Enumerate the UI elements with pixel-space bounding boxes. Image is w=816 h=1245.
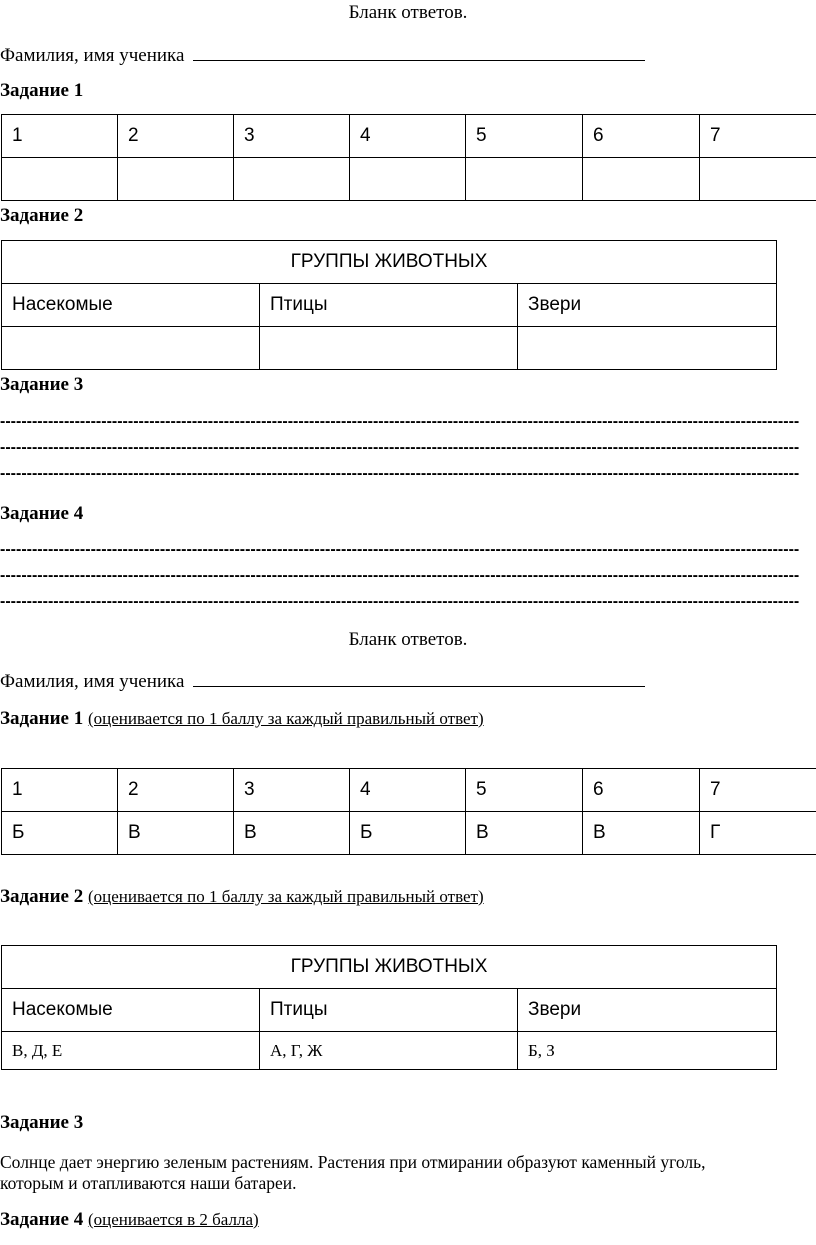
table-cell: 3 [234, 769, 350, 812]
sheet1-task4-label: Задание 4 [0, 503, 84, 524]
table-answer-row [2, 158, 816, 201]
table-header-row [2, 115, 816, 158]
answer-cell: Г [700, 812, 816, 855]
answer-cell[interactable] [234, 158, 350, 201]
sheet1-task4-line[interactable]: ------------------------------------------------------------------------------------------------------------------------------------------------------ [0, 541, 800, 558]
answer-cell: В [583, 812, 700, 855]
answer-cell[interactable] [518, 327, 777, 370]
answer-cell[interactable] [118, 158, 234, 201]
answer-cell[interactable] [466, 158, 583, 201]
sheet2-task2-table [1, 945, 777, 1070]
sheet1-name-label: Фамилия, имя ученика [0, 45, 185, 66]
sheet2-task3-label: Задание 3 [0, 1112, 84, 1133]
column-header-cell: Птицы [260, 989, 518, 1032]
column-header-cell: Звери [518, 989, 777, 1032]
sheet1-task3-line[interactable]: ------------------------------------------------------------------------------------------------------------------------------------------------------ [0, 413, 800, 430]
sheet1-task3-label: Задание 3 [0, 374, 84, 395]
sheet2-task3-text-line: которым и отапливаются наши батареи. [0, 1173, 297, 1193]
answer-cell: Б [2, 812, 118, 855]
sheet2-task1-label: Задание 1 [0, 708, 84, 729]
table-cell: 4 [350, 769, 466, 812]
sheet2-task3-text-line: Солнце дает энергию зеленым растениям. Растения при отмирании образуют каменный уголь, [0, 1152, 706, 1172]
table-cell: 6 [583, 769, 700, 812]
sheet2-title: Бланк ответов. [348, 629, 468, 650]
table-cell: 5 [466, 769, 583, 812]
answer-cell[interactable] [260, 327, 518, 370]
table-cell: 3 [234, 115, 350, 158]
answer-cell[interactable] [700, 158, 816, 201]
sheet2-task2-label: Задание 2 [0, 886, 84, 907]
table-cell: 1 [2, 115, 118, 158]
sheet2-name-row [0, 669, 645, 693]
table-cell: 6 [583, 115, 700, 158]
sheet1-task3-line[interactable]: ------------------------------------------------------------------------------------------------------------------------------------------------------ [0, 439, 800, 456]
sheet1-name-blank[interactable] [193, 43, 645, 61]
table-cell: 5 [466, 115, 583, 158]
answer-cell: В [118, 812, 234, 855]
sheet2-task1-note: (оценивается по 1 баллу за каждый правильный ответ) [87, 709, 484, 728]
sheet1-task2-table [1, 240, 777, 370]
sheet2-task1-heading [0, 708, 484, 730]
answer-cell[interactable] [2, 327, 260, 370]
sheet1-task1-label: Задание 1 [0, 80, 84, 101]
table-cell: 1 [2, 769, 118, 812]
column-header-cell: Насекомые [2, 284, 260, 327]
sheet2-task4-label: Задание 4 [0, 1209, 84, 1230]
sheet2-task4-note: (оценивается в 2 балла) [87, 1210, 259, 1229]
sheet2-task2-note: (оценивается по 1 баллу за каждый правильный ответ) [87, 887, 484, 906]
sheet1-title: Бланк ответов. [348, 2, 468, 23]
column-header-cell: Насекомые [2, 989, 260, 1032]
answer-cell: Б [350, 812, 466, 855]
sheet2-task1-table [1, 768, 816, 855]
table-cell: 4 [350, 115, 466, 158]
sheet1-task3-line[interactable]: ------------------------------------------------------------------------------------------------------------------------------------------------------ [0, 465, 800, 482]
sheet2-task2-heading [0, 886, 484, 908]
group-title-cell: ГРУППЫ ЖИВОТНЫХ [2, 946, 777, 989]
column-header-cell: Звери [518, 284, 777, 327]
answer-cell[interactable] [583, 158, 700, 201]
answer-cell: В, Д, Е [2, 1032, 260, 1070]
sheet1-name-row [0, 43, 645, 67]
sheet2-name-label: Фамилия, имя ученика [0, 671, 185, 692]
answer-cell: Б, З [518, 1032, 777, 1070]
group-title-cell: ГРУППЫ ЖИВОТНЫХ [2, 241, 777, 284]
answer-cell[interactable] [350, 158, 466, 201]
answer-cell: В [234, 812, 350, 855]
sheet1-task4-line[interactable]: ------------------------------------------------------------------------------------------------------------------------------------------------------ [0, 567, 800, 584]
answer-cell[interactable] [2, 158, 118, 201]
sheet2-name-blank[interactable] [193, 669, 645, 687]
answer-cell: А, Г, Ж [260, 1032, 518, 1070]
column-header-cell: Птицы [260, 284, 518, 327]
sheet2-task4-heading [0, 1209, 259, 1231]
table-cell: 7 [700, 115, 816, 158]
answer-cell: В [466, 812, 583, 855]
sheet1-task4-line[interactable]: ------------------------------------------------------------------------------------------------------------------------------------------------------ [0, 593, 800, 610]
sheet1-task2-label: Задание 2 [0, 205, 84, 226]
table-cell: 2 [118, 769, 234, 812]
table-cell: 7 [700, 769, 816, 812]
table-cell: 2 [118, 115, 234, 158]
sheet1-task1-table [1, 114, 816, 201]
